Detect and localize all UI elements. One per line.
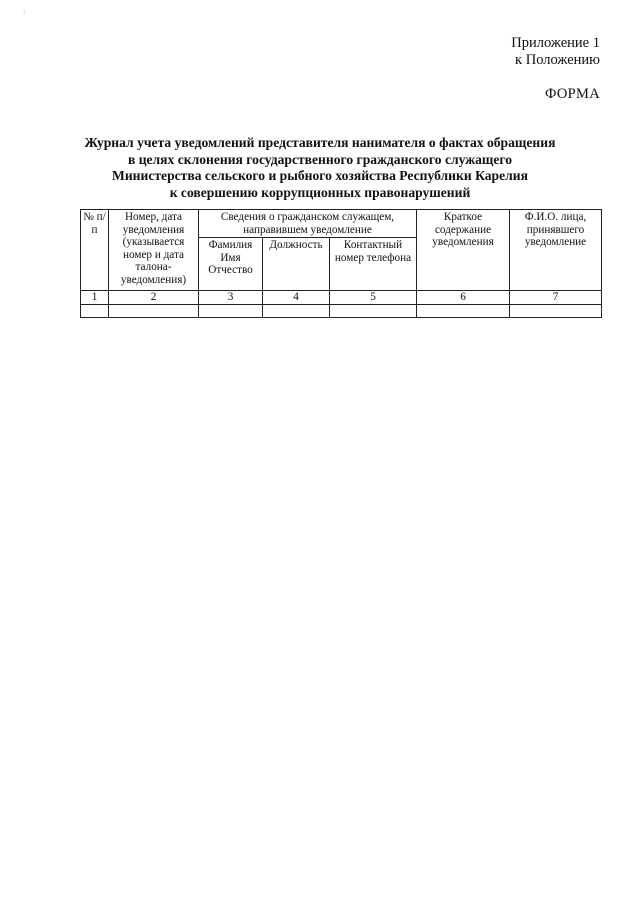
title-line-1: Журнал учета уведомлений представителя нанимателя о фактах обращения xyxy=(84,135,556,150)
empty-entry-row xyxy=(81,305,602,318)
appendix-reference xyxy=(511,35,600,69)
form-label: ФОРМА xyxy=(544,86,600,102)
empty-cell[interactable] xyxy=(81,305,109,318)
title-line-3: Министерства сельского и рыбного хозяйства Республики Карелия xyxy=(112,168,528,183)
title-line-2: в целях склонения государственного гражданского служащего xyxy=(127,151,513,167)
column-number-6: 6 xyxy=(417,291,510,305)
column-number-3: 3 xyxy=(199,291,263,305)
header-phone: Контактный номер телефона xyxy=(330,238,417,291)
column-number-4: 4 xyxy=(263,291,330,305)
empty-cell[interactable] xyxy=(417,305,510,318)
column-number-2: 2 xyxy=(109,291,199,305)
empty-cell[interactable] xyxy=(510,305,602,318)
header-summary: Краткое содержание уведомления xyxy=(417,210,510,291)
header-notification-number-date: Номер, дата уведомления (указывается номер и дата талона-уведомления) xyxy=(109,210,199,291)
appendix-line-2: к Положению xyxy=(515,52,600,68)
header-employee-info-group: Сведения о гражданском служащем, направившем уведомление xyxy=(199,210,417,238)
column-number-1: 1 xyxy=(81,291,109,305)
empty-cell[interactable] xyxy=(109,305,199,318)
header-receiver-name: Ф.И.О. лица, принявшего уведомление xyxy=(510,210,602,291)
journal-table xyxy=(80,209,602,318)
header-position: Должность xyxy=(263,238,330,291)
column-number-7: 7 xyxy=(510,291,602,305)
column-number-5: 5 xyxy=(330,291,417,305)
numbering-row xyxy=(81,291,602,305)
header-full-name: Фамилия Имя Отчество xyxy=(199,238,263,291)
corner-mark: 3 xyxy=(22,8,26,16)
empty-cell[interactable] xyxy=(263,305,330,318)
title-line-4: к совершению коррупционных правонарушений xyxy=(169,184,471,200)
header-number: № п/п xyxy=(81,210,109,291)
document-title xyxy=(60,135,580,201)
header-row xyxy=(81,210,602,238)
empty-cell[interactable] xyxy=(199,305,263,318)
empty-cell[interactable] xyxy=(330,305,417,318)
appendix-line-1: Приложение 1 xyxy=(511,35,600,51)
